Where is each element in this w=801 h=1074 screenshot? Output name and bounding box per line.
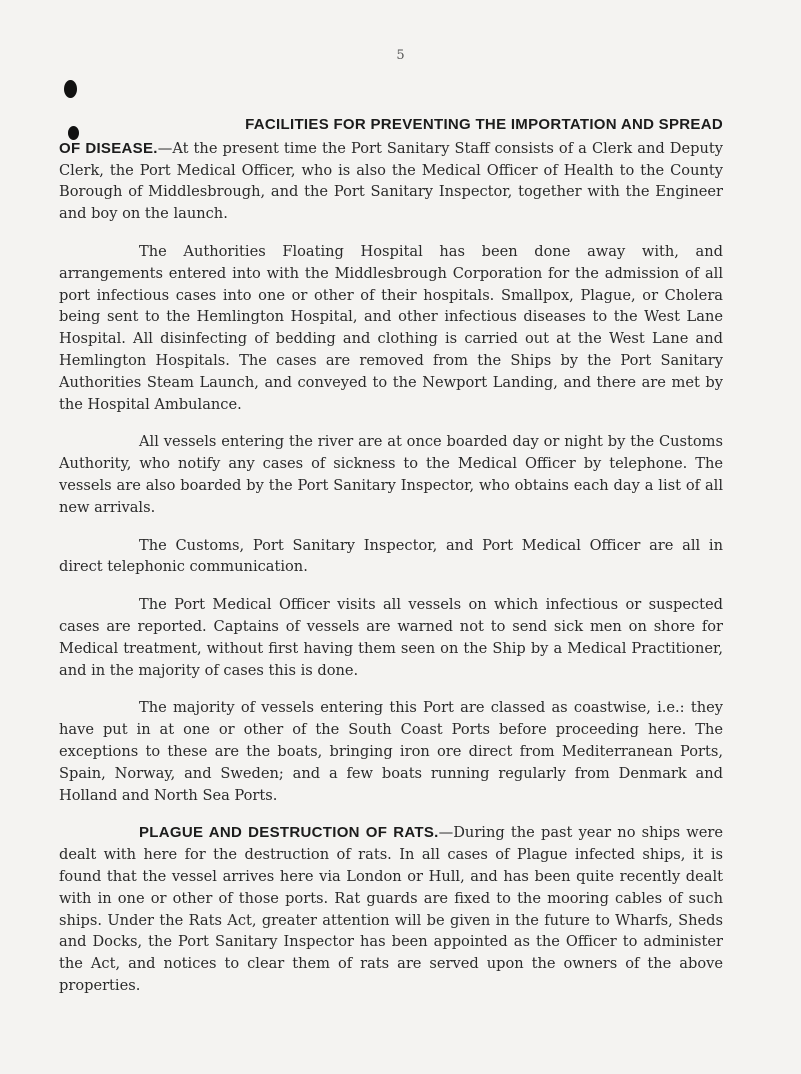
document-body	[59, 114, 723, 1013]
body-paragraph: The Port Medical Officer visits all vessels on which infectious or suspected cases are reported. Captains of vessels are warned not to send sick men on shore for Medical treatment, without first having them seen on the Ship by a Medical Practitioner, and in the majority of cases this is done.	[59, 596, 723, 679]
body-paragraph: The Customs, Port Sanitary Inspector, and Port Medical Officer are all in direct telephonic communication.	[59, 536, 723, 576]
body-paragraph: The majority of vessels entering this Port are classed as coastwise, i.e.: they have put in at one or other of the South Coast Ports before proceeding here. The exceptions to these are the boats, bringing iron ore direct from Mediterranean Ports, Spain, Norway, and Sweden; and a few boats running regularly from Denmark and Holland and North Sea Ports.	[59, 699, 723, 804]
plague-paragraph	[59, 822, 723, 996]
body-paragraph: The Authorities Floating Hospital has been done away with, and arrangements entered into with the Middlesbrough Corporation for the admission of all port infectious cases into one or other of their hospitals. Smallpox, Plague, or Cholera being sent to the Hemlington Hospital, and other infectious diseases to the West Lane Hospital. All disinfecting of bedding and clothing is carried out at the West Lane and Hemlington Hospitals. The cases are removed from the Ships by the Port Sanitary Authorities Steam Launch, and conveyed to the Newport Landing, and there are met by the Hospital Ambulance.	[59, 242, 723, 413]
plague-text: —During the past year no ships were dealt with here for the destruction of rats. In all cases of Plague infected ships, it is found that the vessel arrives here via London or Hull, and has been quite recently dealt with in one or other of those ports. Rat guards are fixed to the mooring cables of such ships. Under the Rats Act, greater attention will be given in the future to Wharfs, Sheds and Docks, the Port Sanitary Inspector has been appointed as the Officer to administer the Act, and notices to clear them of rats are served upon the owners of the above properties.	[59, 824, 723, 994]
facilities-heading-line2: OF DISEASE.	[59, 139, 158, 157]
body-paragraph: All vessels entering the river are at once boarded day or night by the Customs Authority, who notify any cases of sickness to the Medical Officer by telephone. The vessels are also boarded by the Port Sanitary Inspector, who obtains each day a list of all new arrivals.	[59, 433, 723, 516]
ink-blot	[64, 80, 77, 98]
facilities-lead-text: —At the present time the Port Sanitary Staff consists of a Clerk and Deputy Clerk, the Port Medical Officer, who is also the Medical Officer of Health to the County Borough of Middlesbrough, and the Port Sanitary Inspector, together with the Engineer and boy on the launch.	[59, 139, 723, 223]
facilities-heading-line1: FACILITIES FOR PREVENTING THE IMPORTATION AND SPREAD	[245, 116, 723, 133]
plague-heading: PLAGUE AND DESTRUCTION OF RATS.	[139, 824, 439, 842]
page-number: 5	[396, 48, 405, 63]
facilities-paragraph	[59, 114, 723, 225]
